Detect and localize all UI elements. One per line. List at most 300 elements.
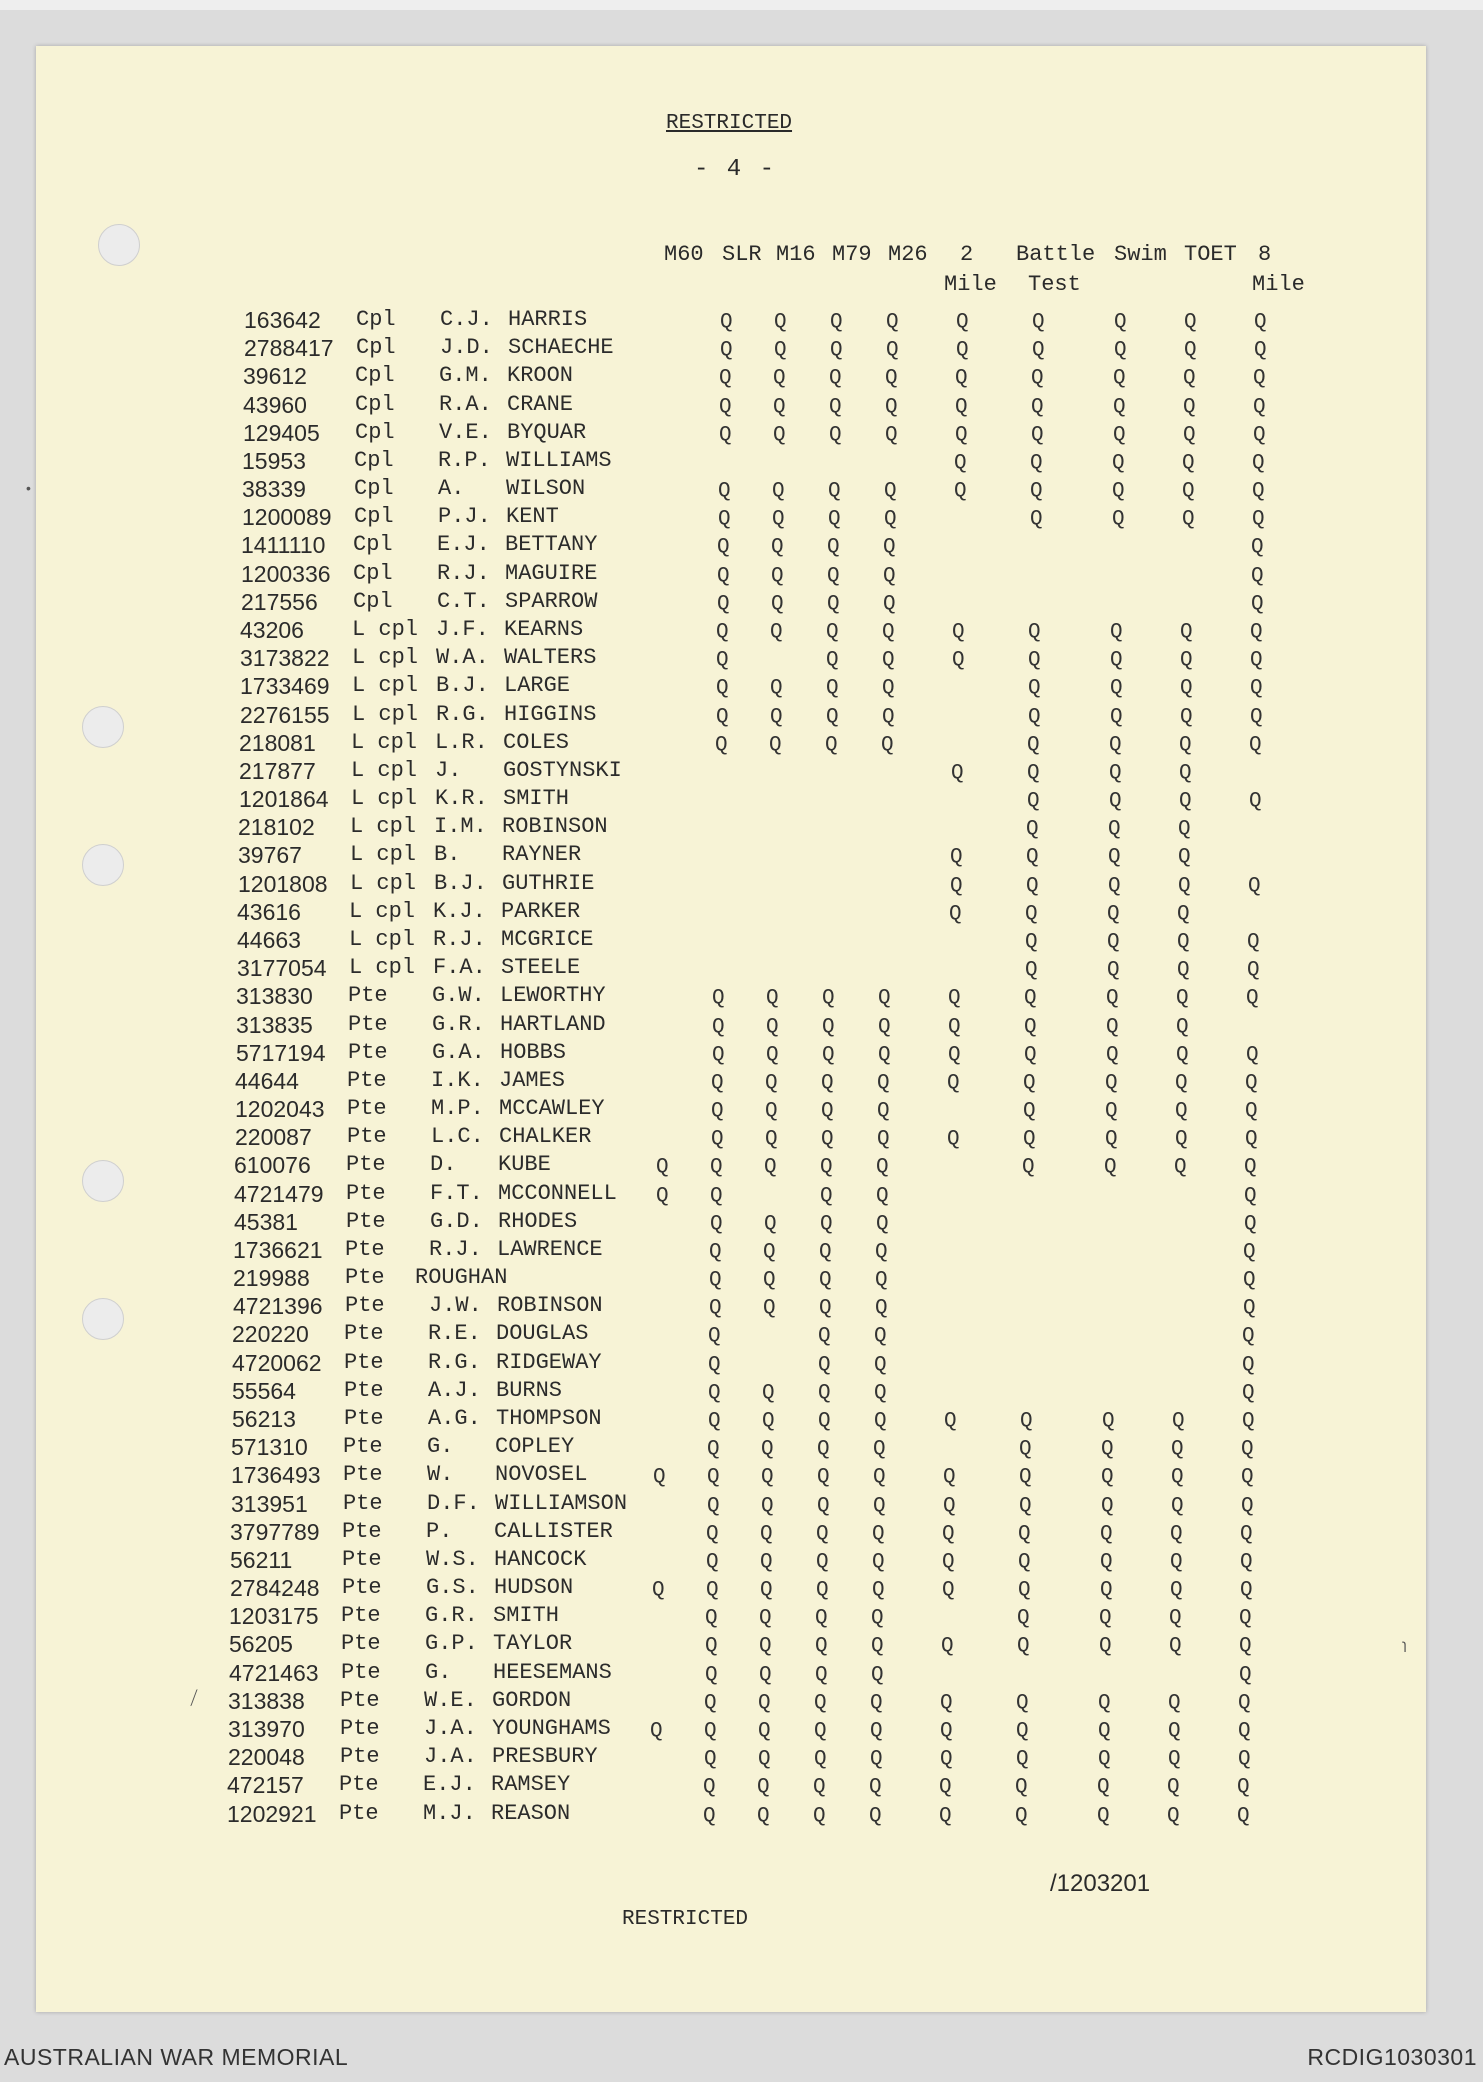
qualified-mark: Q bbox=[1238, 1720, 1251, 1743]
qualified-mark: Q bbox=[1106, 1043, 1119, 1067]
qualified-mark: Q bbox=[1243, 1297, 1256, 1321]
qualified-mark: Q bbox=[759, 1663, 772, 1687]
qualified-mark: Q bbox=[712, 1015, 725, 1039]
qualified-mark: Q bbox=[873, 1466, 886, 1490]
initials: G.M. bbox=[439, 363, 492, 389]
qualified-mark: Q bbox=[815, 1635, 828, 1659]
surname: HUDSON bbox=[494, 1575, 574, 1601]
qualified-mark: Q bbox=[707, 1466, 720, 1490]
table-row bbox=[0, 1434, 1483, 1462]
column-header-subline: Mile bbox=[944, 272, 997, 297]
qualified-mark: Q bbox=[1177, 902, 1190, 926]
qualified-mark: Q bbox=[764, 1156, 777, 1180]
surname: STEELE bbox=[501, 955, 581, 981]
service-number: 1411110 bbox=[241, 532, 326, 559]
qualified-mark: Q bbox=[715, 733, 728, 757]
table-row bbox=[0, 1152, 1483, 1180]
initials: W.E. bbox=[424, 1687, 477, 1713]
qualified-mark: Q bbox=[883, 592, 896, 616]
surname: PARKER bbox=[501, 898, 581, 924]
qualified-mark: Q bbox=[711, 1071, 724, 1095]
qualified-mark: Q bbox=[951, 761, 964, 785]
initials: A.G. bbox=[428, 1406, 481, 1432]
qualified-mark: Q bbox=[1113, 367, 1126, 391]
surname: SMITH bbox=[503, 786, 570, 812]
qualified-mark: Q bbox=[1110, 705, 1123, 729]
qualified-mark: Q bbox=[875, 1240, 888, 1264]
qualified-mark: Q bbox=[1183, 395, 1196, 419]
qualified-mark: Q bbox=[942, 1522, 955, 1546]
service-number: 4721396 bbox=[233, 1293, 323, 1320]
surname: ROBINSON bbox=[497, 1293, 603, 1319]
service-number: 1202043 bbox=[235, 1096, 325, 1123]
qualified-mark: Q bbox=[1169, 1607, 1182, 1631]
surname: HANCOCK bbox=[494, 1546, 587, 1572]
service-number: 3177054 bbox=[237, 955, 327, 982]
qualified-mark: Q bbox=[1170, 1579, 1183, 1603]
qualified-mark: Q bbox=[717, 536, 730, 560]
qualified-mark: Q bbox=[1183, 367, 1196, 391]
qualified-mark: Q bbox=[1016, 1691, 1029, 1715]
qualified-mark: Q bbox=[1175, 1128, 1188, 1152]
initials: G.D. bbox=[430, 1208, 483, 1234]
rank: Pte bbox=[344, 1349, 384, 1375]
qualified-mark: Q bbox=[1025, 902, 1038, 926]
service-number: 313951 bbox=[231, 1490, 308, 1517]
qualified-mark: Q bbox=[1171, 1466, 1184, 1490]
rank: Cpl bbox=[354, 476, 394, 502]
qualified-mark: Q bbox=[827, 536, 840, 560]
qualified-mark: Q bbox=[716, 677, 729, 701]
qualified-mark: Q bbox=[703, 1776, 716, 1800]
qualified-mark: Q bbox=[1252, 508, 1265, 532]
qualified-mark: Q bbox=[1097, 1804, 1110, 1828]
initials: W. bbox=[427, 1462, 454, 1488]
qualified-mark: Q bbox=[707, 1438, 720, 1462]
qualified-mark: Q bbox=[813, 1804, 826, 1828]
initials: D.F. bbox=[427, 1490, 480, 1516]
qualified-mark: Q bbox=[814, 1691, 827, 1715]
qualified-mark: Q bbox=[1101, 1438, 1114, 1462]
rank: L cpl bbox=[351, 786, 418, 812]
qualified-mark: Q bbox=[718, 480, 731, 504]
qualified-mark: Q bbox=[885, 395, 898, 419]
qualified-mark: Q bbox=[1240, 1579, 1253, 1603]
rank: Pte bbox=[341, 1603, 381, 1629]
initials: R.P. bbox=[438, 447, 491, 473]
rank: Pte bbox=[345, 1293, 385, 1319]
surname: KENT bbox=[506, 504, 559, 530]
surname: ROBINSON bbox=[502, 814, 608, 840]
qualified-mark: Q bbox=[708, 1410, 721, 1434]
qualified-mark: Q bbox=[874, 1353, 887, 1377]
qualified-mark: Q bbox=[871, 1635, 884, 1659]
qualified-mark: Q bbox=[873, 1494, 886, 1518]
qualified-mark: Q bbox=[825, 733, 838, 757]
qualified-mark: Q bbox=[1099, 1635, 1112, 1659]
surname: LEWORTHY bbox=[500, 983, 606, 1009]
qualified-mark: Q bbox=[1109, 761, 1122, 785]
qualified-mark: Q bbox=[650, 1720, 663, 1743]
initials: B.J. bbox=[434, 870, 487, 896]
qualified-mark: Q bbox=[874, 1381, 887, 1405]
initials: G.R. bbox=[425, 1603, 478, 1629]
qualified-mark: Q bbox=[711, 1100, 724, 1124]
initials: G.R. bbox=[432, 1011, 485, 1037]
rank: Pte bbox=[341, 1659, 381, 1685]
table-row bbox=[0, 842, 1483, 870]
rank: Pte bbox=[343, 1462, 383, 1488]
qualified-mark: Q bbox=[1022, 1156, 1035, 1180]
qualified-mark: Q bbox=[1239, 1663, 1252, 1687]
qualified-mark: Q bbox=[940, 1691, 953, 1715]
column-header: Swim bbox=[1114, 242, 1167, 267]
qualified-mark: Q bbox=[878, 987, 891, 1011]
qualified-mark: Q bbox=[878, 1043, 891, 1067]
qualified-mark: Q bbox=[709, 1297, 722, 1321]
qualified-mark: Q bbox=[1107, 930, 1120, 954]
initials: R.J. bbox=[433, 926, 486, 952]
qualified-mark: Q bbox=[717, 592, 730, 616]
qualified-mark: Q bbox=[771, 564, 784, 588]
qualified-mark: Q bbox=[1175, 1071, 1188, 1095]
qualified-mark: Q bbox=[705, 1635, 718, 1659]
surname: LAWRENCE bbox=[497, 1236, 603, 1262]
surname: CALLISTER bbox=[494, 1518, 613, 1544]
qualified-mark: Q bbox=[815, 1663, 828, 1687]
qualified-mark: Q bbox=[759, 1607, 772, 1631]
qualified-mark: Q bbox=[1107, 959, 1120, 983]
table-row bbox=[0, 955, 1483, 983]
surname: RAYNER bbox=[502, 842, 582, 868]
qualified-mark: Q bbox=[1114, 311, 1127, 334]
table-row bbox=[0, 1012, 1483, 1040]
qualified-mark: Q bbox=[1176, 1043, 1189, 1067]
qualified-mark: Q bbox=[870, 1720, 883, 1743]
service-number: 571310 bbox=[231, 1434, 308, 1461]
qualified-mark: Q bbox=[773, 367, 786, 391]
qualified-mark: Q bbox=[1109, 733, 1122, 757]
service-number: 163642 bbox=[244, 307, 321, 333]
service-number: 5717194 bbox=[236, 1039, 326, 1066]
initials: E.J. bbox=[437, 532, 490, 558]
qualified-mark: Q bbox=[1016, 1748, 1029, 1772]
initials: G. bbox=[425, 1659, 452, 1685]
qualified-mark: Q bbox=[716, 620, 729, 644]
qualified-mark: Q bbox=[1167, 1776, 1180, 1800]
service-number: 2784248 bbox=[230, 1575, 320, 1602]
service-number: 1736493 bbox=[231, 1462, 321, 1489]
qualified-mark: Q bbox=[1030, 480, 1043, 504]
initials: R.A. bbox=[439, 391, 492, 417]
qualified-mark: Q bbox=[869, 1804, 882, 1828]
service-number: 1200336 bbox=[241, 560, 331, 587]
qualified-mark: Q bbox=[1240, 1550, 1253, 1574]
qualified-mark: Q bbox=[719, 423, 732, 447]
qualified-mark: Q bbox=[942, 1579, 955, 1603]
qualified-mark: Q bbox=[1167, 1804, 1180, 1828]
column-header: TOET bbox=[1184, 242, 1237, 267]
service-number: 1201808 bbox=[238, 870, 328, 897]
qualified-mark: Q bbox=[1098, 1720, 1111, 1743]
table-row bbox=[0, 673, 1483, 701]
qualified-mark: Q bbox=[875, 1297, 888, 1321]
qualified-mark: Q bbox=[1242, 1325, 1255, 1349]
qualified-mark: Q bbox=[1100, 1550, 1113, 1574]
table-row bbox=[0, 1124, 1483, 1152]
table-row bbox=[0, 1096, 1483, 1124]
table-row bbox=[0, 1181, 1483, 1209]
qualified-mark: Q bbox=[1023, 1128, 1036, 1152]
column-header: 2 bbox=[960, 242, 974, 267]
surname: KROON bbox=[507, 363, 574, 389]
table-row bbox=[0, 645, 1483, 673]
qualified-mark: Q bbox=[1175, 1100, 1188, 1124]
qualified-mark: Q bbox=[1026, 846, 1039, 870]
qualified-mark: Q bbox=[762, 1381, 775, 1405]
qualified-mark: Q bbox=[1170, 1522, 1183, 1546]
surname: SMITH bbox=[493, 1603, 560, 1629]
column-header: M26 bbox=[888, 242, 928, 267]
qualified-mark: Q bbox=[1245, 1100, 1258, 1124]
qualified-mark: Q bbox=[1032, 339, 1045, 363]
qualified-mark: Q bbox=[948, 1015, 961, 1039]
qualified-mark: Q bbox=[772, 480, 785, 504]
qualified-mark: Q bbox=[826, 677, 839, 701]
qualified-mark: Q bbox=[1028, 705, 1041, 729]
surname: NOVOSEL bbox=[495, 1462, 588, 1488]
qualified-mark: Q bbox=[956, 311, 969, 334]
rank: Cpl bbox=[355, 391, 395, 417]
service-number: 3797789 bbox=[230, 1518, 320, 1545]
qualified-mark: Q bbox=[1250, 705, 1263, 729]
reference-number: /1203201 bbox=[1050, 1870, 1151, 1897]
qualified-mark: Q bbox=[708, 1325, 721, 1349]
service-number: 4721479 bbox=[234, 1180, 324, 1207]
service-number: 1736621 bbox=[233, 1236, 323, 1263]
qualified-mark: Q bbox=[827, 592, 840, 616]
service-number: 313838 bbox=[228, 1687, 305, 1714]
qualified-mark: Q bbox=[718, 508, 731, 532]
qualified-mark: Q bbox=[704, 1691, 717, 1715]
qualified-mark: Q bbox=[1249, 790, 1262, 814]
surname: HARTLAND bbox=[500, 1011, 606, 1037]
surname: ROUGHAN bbox=[415, 1265, 508, 1291]
rank: Pte bbox=[346, 1208, 386, 1234]
surname: WILLIAMSON bbox=[495, 1490, 628, 1516]
initials: L.C. bbox=[431, 1124, 484, 1150]
qualified-mark: Q bbox=[1112, 451, 1125, 475]
initials: J.D. bbox=[440, 335, 493, 361]
service-number: 4720062 bbox=[232, 1349, 322, 1376]
qualified-mark: Q bbox=[1020, 1410, 1033, 1434]
initials: R.J. bbox=[429, 1236, 482, 1262]
initials: K.J. bbox=[433, 898, 486, 924]
qualified-mark: Q bbox=[948, 987, 961, 1011]
qualified-mark: Q bbox=[1241, 1438, 1254, 1462]
qualified-mark: Q bbox=[1024, 1015, 1037, 1039]
qualified-mark: Q bbox=[1025, 930, 1038, 954]
qualified-mark: Q bbox=[772, 508, 785, 532]
classification-header: RESTRICTED bbox=[666, 112, 793, 135]
service-number: 43616 bbox=[237, 898, 301, 925]
table-row bbox=[0, 871, 1483, 899]
qualified-mark: Q bbox=[877, 1100, 890, 1124]
initials: W.A. bbox=[436, 645, 489, 671]
qualified-mark: Q bbox=[1179, 761, 1192, 785]
qualified-mark: Q bbox=[1098, 1748, 1111, 1772]
qualified-mark: Q bbox=[1109, 790, 1122, 814]
qualified-mark: Q bbox=[877, 1128, 890, 1152]
qualified-mark: Q bbox=[1243, 1269, 1256, 1293]
qualified-mark: Q bbox=[763, 1269, 776, 1293]
initials: V.E. bbox=[439, 419, 492, 445]
qualified-mark: Q bbox=[876, 1156, 889, 1180]
qualified-mark: Q bbox=[872, 1522, 885, 1546]
qualified-mark: Q bbox=[1240, 1522, 1253, 1546]
column-header: M16 bbox=[776, 242, 816, 267]
qualified-mark: Q bbox=[885, 423, 898, 447]
qualified-mark: Q bbox=[1110, 620, 1123, 644]
rank: Pte bbox=[345, 1236, 385, 1262]
table-row bbox=[0, 1575, 1483, 1603]
qualified-mark: Q bbox=[1171, 1438, 1184, 1462]
qualified-mark: Q bbox=[940, 1720, 953, 1743]
qualified-mark: Q bbox=[653, 1466, 666, 1490]
qualified-mark: Q bbox=[770, 705, 783, 729]
qualified-mark: Q bbox=[870, 1748, 883, 1772]
surname: HIGGINS bbox=[504, 701, 597, 727]
initials: G.W. bbox=[432, 983, 485, 1009]
table-row bbox=[0, 1772, 1483, 1800]
qualified-mark: Q bbox=[1027, 733, 1040, 757]
qualified-mark: Q bbox=[882, 649, 895, 673]
surname: RAMSEY bbox=[491, 1772, 571, 1798]
rank: Cpl bbox=[353, 560, 393, 586]
surname: TAYLOR bbox=[493, 1631, 573, 1657]
qualified-mark: Q bbox=[882, 677, 895, 701]
qualified-mark: Q bbox=[1030, 451, 1043, 475]
qualified-mark: Q bbox=[829, 367, 842, 391]
rank: L cpl bbox=[349, 955, 416, 981]
table-row bbox=[0, 899, 1483, 927]
rank: Cpl bbox=[355, 419, 395, 445]
table-row bbox=[0, 392, 1483, 420]
surname: PRESBURY bbox=[492, 1744, 598, 1770]
rank: Pte bbox=[348, 983, 388, 1009]
qualified-mark: Q bbox=[1180, 705, 1193, 729]
qualified-mark: Q bbox=[1018, 1522, 1031, 1546]
qualified-mark: Q bbox=[1016, 1720, 1029, 1743]
qualified-mark: Q bbox=[830, 339, 843, 363]
surname: BYQUAR bbox=[507, 419, 587, 445]
qualified-mark: Q bbox=[869, 1776, 882, 1800]
qualified-mark: Q bbox=[954, 451, 967, 475]
qualified-mark: Q bbox=[1100, 1579, 1113, 1603]
rank: Pte bbox=[344, 1406, 384, 1432]
qualified-mark: Q bbox=[1254, 311, 1267, 334]
qualified-mark: Q bbox=[1246, 1043, 1259, 1067]
qualified-mark: Q bbox=[948, 1043, 961, 1067]
service-number: 129405 bbox=[243, 419, 320, 446]
qualified-mark: Q bbox=[711, 1128, 724, 1152]
qualified-mark: Q bbox=[1110, 677, 1123, 701]
column-header: SLR bbox=[722, 242, 762, 267]
qualified-mark: Q bbox=[817, 1494, 830, 1518]
qualified-mark: Q bbox=[712, 987, 725, 1011]
rank: Pte bbox=[344, 1377, 384, 1403]
qualified-mark: Q bbox=[826, 620, 839, 644]
qualified-mark: Q bbox=[821, 1100, 834, 1124]
pencil-tick: ⟋ bbox=[184, 1686, 204, 1710]
qualified-mark: Q bbox=[874, 1410, 887, 1434]
surname: RIDGEWAY bbox=[496, 1349, 602, 1375]
table-row bbox=[0, 730, 1483, 758]
qualified-mark: Q bbox=[882, 705, 895, 729]
rank: Pte bbox=[340, 1687, 380, 1713]
service-number: 217556 bbox=[241, 588, 318, 615]
table-row bbox=[0, 1744, 1483, 1772]
qualified-mark: Q bbox=[820, 1156, 833, 1180]
qualified-mark: Q bbox=[1250, 677, 1263, 701]
surname: CRANE bbox=[507, 391, 574, 417]
viewer-top-strip bbox=[0, 0, 1483, 10]
qualified-mark: Q bbox=[1251, 564, 1264, 588]
service-number: 219988 bbox=[233, 1265, 310, 1292]
qualified-mark: Q bbox=[870, 1691, 883, 1715]
qualified-mark: Q bbox=[1168, 1748, 1181, 1772]
service-number: 56211 bbox=[230, 1546, 293, 1573]
table-row bbox=[0, 1321, 1483, 1349]
surname: COPLEY bbox=[495, 1434, 575, 1460]
surname: MCCONNELL bbox=[498, 1180, 617, 1206]
rank: L cpl bbox=[350, 814, 417, 840]
rank: Cpl bbox=[353, 588, 393, 614]
surname: DOUGLAS bbox=[496, 1321, 589, 1347]
table-row bbox=[0, 1378, 1483, 1406]
table-row bbox=[0, 335, 1483, 363]
qualified-mark: Q bbox=[942, 1550, 955, 1574]
table-row bbox=[0, 702, 1483, 730]
qualified-mark: Q bbox=[759, 1635, 772, 1659]
qualified-mark: Q bbox=[1114, 339, 1127, 363]
qualified-mark: Q bbox=[761, 1438, 774, 1462]
surname: SCHAECHE bbox=[508, 335, 614, 361]
rank: Pte bbox=[346, 1152, 386, 1178]
classification-footer: RESTRICTED bbox=[622, 1908, 749, 1931]
initials: A. bbox=[438, 476, 465, 502]
qualified-mark: Q bbox=[763, 1240, 776, 1264]
table-row bbox=[0, 1209, 1483, 1237]
initials: J.A. bbox=[424, 1716, 477, 1741]
qualified-mark: Q bbox=[956, 339, 969, 363]
qualified-mark: Q bbox=[1182, 508, 1195, 532]
qualified-mark: Q bbox=[1105, 1128, 1118, 1152]
qualified-mark: Q bbox=[771, 536, 784, 560]
qualified-mark: Q bbox=[1112, 480, 1125, 504]
surname: GORDON bbox=[492, 1687, 572, 1713]
rank: Pte bbox=[348, 1011, 388, 1037]
column-header: 8 bbox=[1258, 242, 1272, 267]
qualified-mark: Q bbox=[774, 311, 787, 334]
initials: M.P. bbox=[431, 1096, 484, 1122]
qualified-mark: Q bbox=[717, 564, 730, 588]
qualified-mark: Q bbox=[1031, 367, 1044, 391]
qualified-mark: Q bbox=[1178, 818, 1191, 842]
qualified-mark: Q bbox=[705, 1663, 718, 1687]
table-row bbox=[0, 1547, 1483, 1575]
qualified-mark: Q bbox=[707, 1494, 720, 1518]
